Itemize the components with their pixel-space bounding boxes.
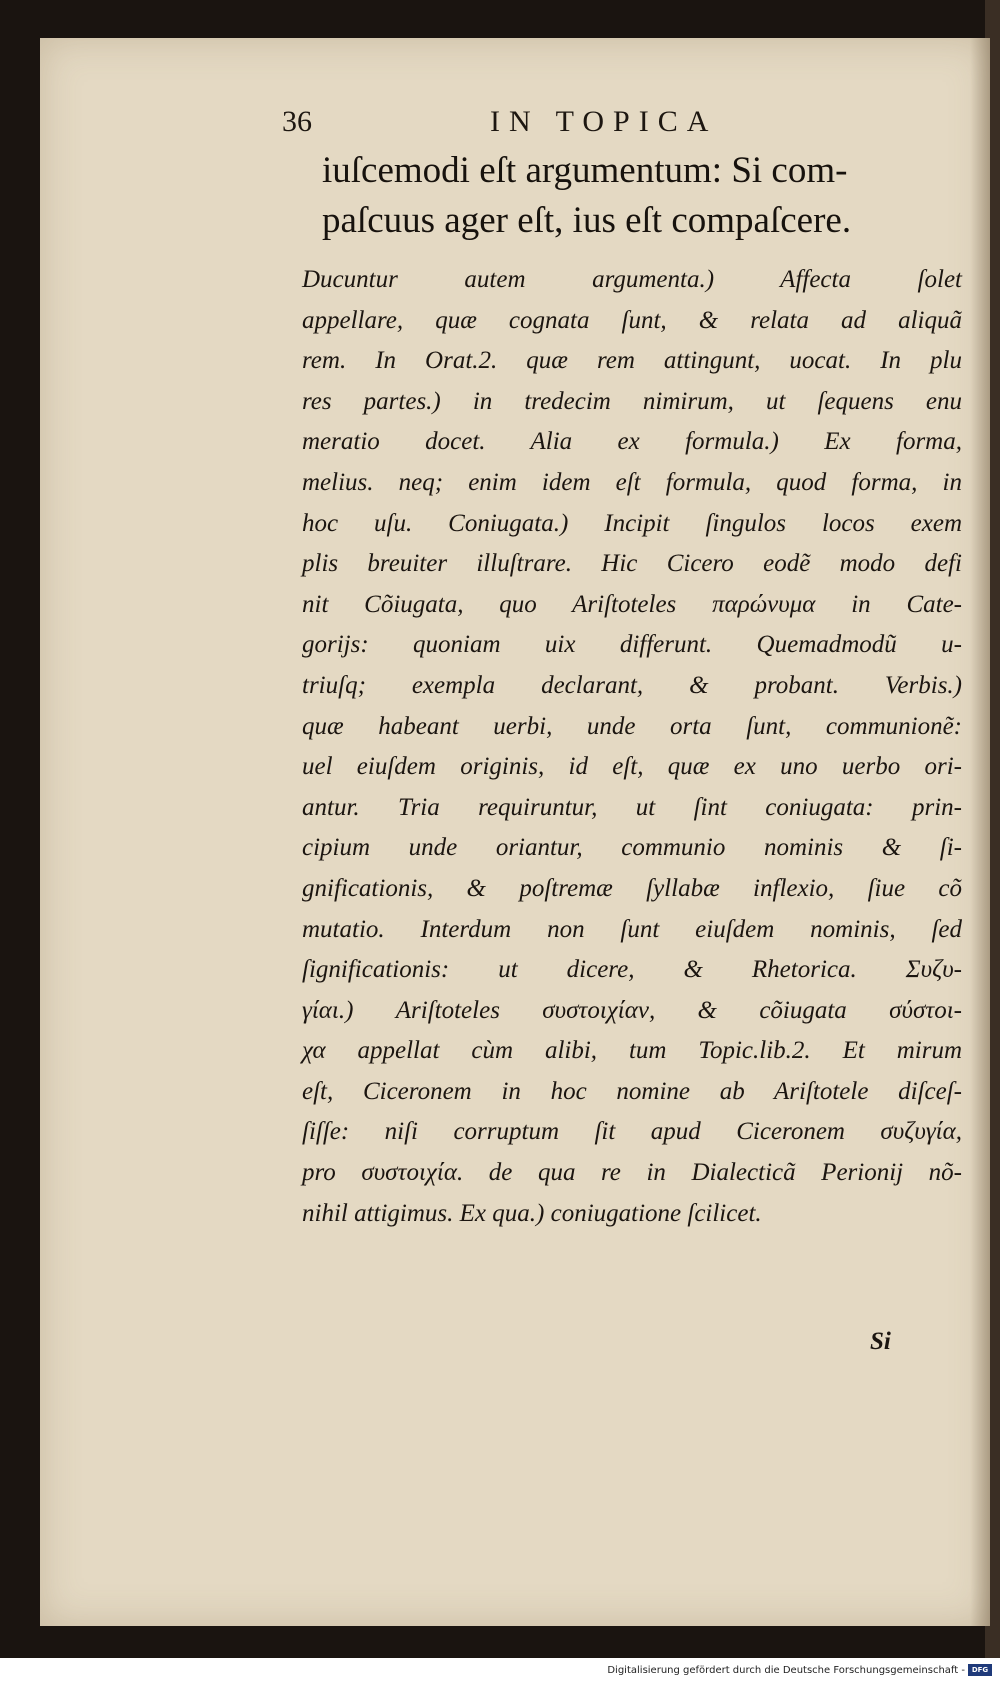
page-header <box>40 105 990 149</box>
commentary-line: ſiſſe: niſi corruptum ſit apud Ciceronem συζυγία, <box>302 1118 962 1146</box>
commentary-line: meratio docet. Alia ex formula.) Ex forma, <box>302 428 962 456</box>
funding-credit: Digitalisierung gefördert durch die Deutsche Forschungsgemeinschaft - <box>607 1665 965 1676</box>
commentary-line: uel eiuſdem originis, id eſt, quæ ex uno uerbo ori- <box>302 753 962 781</box>
footer-bar <box>0 1658 1000 1686</box>
commentary-text-block <box>302 260 962 1234</box>
commentary-line: melius. neq; enim idem eſt formula, quod forma, in <box>302 468 962 496</box>
commentary-line: nihil attigimus. Ex qua.) coniugatione ſcilicet. <box>302 1199 762 1227</box>
running-head: IN TOPICA <box>490 105 718 138</box>
commentary-line: pro συστοιχία. de qua re in Dialecticã Perionij nõ- <box>302 1159 962 1187</box>
roman-line: iuſcemodi eſt argumentum: Si com- <box>322 150 848 191</box>
commentary-line: gorijs: quoniam uix differunt. Quemadmodũ u- <box>302 631 962 659</box>
commentary-line: rem. In Orat.2. quæ rem attingunt, uocat. In plu <box>302 347 962 375</box>
commentary-line: plis breuiter illuſtrare. Hic Cicero eodẽ modo defi <box>302 550 962 578</box>
catchword: Si <box>870 1328 891 1355</box>
commentary-line: quæ habeant uerbi, unde orta ſunt, communionẽ: <box>302 712 962 740</box>
commentary-line: cipium unde oriantur, communio nominis & ſi- <box>302 834 962 862</box>
commentary-line: gnificationis, & poſtremæ ſyllabæ inflexio, ſiue cõ <box>302 874 962 902</box>
page-number: 36 <box>282 105 312 138</box>
commentary-line: triuſq; exempla declarant, & probant. Verbis.) <box>302 671 962 699</box>
commentary-line: res partes.) in tredecim nimirum, ut ſequens enu <box>302 387 962 415</box>
commentary-line: γίαι.) Ariſtoteles συστοιχίαν, & cõiugata σύστοι- <box>302 996 962 1024</box>
commentary-line: ſignificationis: ut dicere, & Rhetorica. Συζυ- <box>302 956 962 984</box>
commentary-line: appellare, quæ cognata ſunt, & relata ad aliquã <box>302 306 962 334</box>
book-page <box>40 38 990 1626</box>
page-shadow <box>970 38 990 1626</box>
commentary-line: antur. Tria requiruntur, ut ſint coniugata: prin- <box>302 793 962 821</box>
commentary-line: χα appellat cùm alibi, tum Topic.lib.2. Et mirum <box>302 1037 962 1065</box>
roman-line: paſcuus ager eſt, ius eſt compaſcere. <box>322 200 852 241</box>
commentary-line: hoc uſu. Coniugata.) Incipit ſingulos locos exem <box>302 509 962 537</box>
commentary-line: mutatio. Interdum non ſunt eiuſdem nominis, ſed <box>302 915 962 943</box>
commentary-line: nit Cõiugata, quo Ariſtoteles παρώνυμα in Cate- <box>302 590 962 618</box>
dfg-logo-icon: DFG <box>968 1664 992 1676</box>
roman-text-block <box>322 146 962 246</box>
commentary-line: Ducuntur autem argumenta.) Affecta ſolet <box>302 266 962 293</box>
commentary-line: eſt, Ciceronem in hoc nomine ab Ariſtotele diſceſ- <box>302 1077 962 1105</box>
